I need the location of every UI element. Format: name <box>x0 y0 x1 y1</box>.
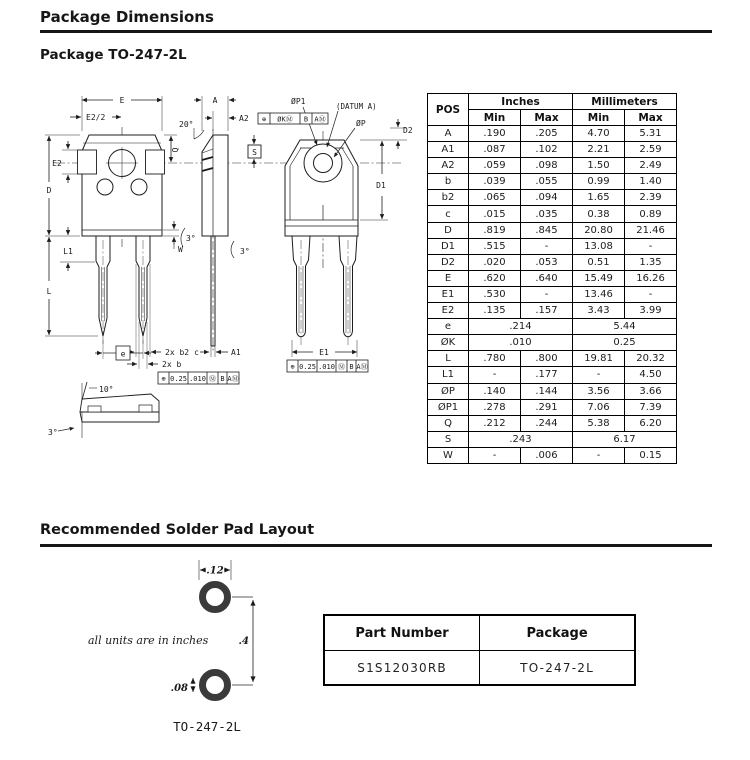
dim-value-cell: 16.26 <box>625 270 677 286</box>
dim-row <box>428 142 677 158</box>
dim-value-cell: .098 <box>521 158 573 174</box>
fcf-k-cell: AⓂ <box>314 115 326 124</box>
dim-value-cell: .845 <box>521 222 573 238</box>
dim-col-mm-min: Min <box>573 110 625 126</box>
title-rule <box>40 30 712 33</box>
dim-row <box>428 319 677 335</box>
dim-pos-cell: D2 <box>428 254 469 270</box>
dim-pos-cell: b <box>428 174 469 190</box>
dim-col-in-min: Min <box>469 110 521 126</box>
dim-value-cell: .006 <box>521 447 573 463</box>
dim-pos-cell: A1 <box>428 142 469 158</box>
dim-value-cell: .135 <box>469 303 521 319</box>
dim-value-cell: 6.20 <box>625 415 677 431</box>
dim-label-D2: D2 <box>403 126 413 135</box>
dim-value-cell: 20.80 <box>573 222 625 238</box>
part-number-cell: S1S12030RB <box>324 651 480 686</box>
dim-col-mm-max: Max <box>625 110 677 126</box>
dim-value-cell: .243 <box>469 431 573 447</box>
dim-label-b2: 2x b2 <box>165 348 190 357</box>
dim-pos-cell: E <box>428 270 469 286</box>
dim-value-cell: .059 <box>469 158 521 174</box>
dim-pos-cell: D1 <box>428 238 469 254</box>
dim-value-cell: .244 <box>521 415 573 431</box>
dim-value-cell: 20.32 <box>625 351 677 367</box>
dim-pos-cell: A <box>428 126 469 142</box>
dim-value-cell: .190 <box>469 126 521 142</box>
dim-value-cell: 5.38 <box>573 415 625 431</box>
dim-row <box>428 447 677 463</box>
dim-value-cell: 6.17 <box>573 431 677 447</box>
dim-value-cell: 5.31 <box>625 126 677 142</box>
datum-s-box <box>248 145 261 158</box>
dim-pos-cell: ØK <box>428 335 469 351</box>
dim-value-cell: 3.43 <box>573 303 625 319</box>
dim-value-cell: 19.81 <box>573 351 625 367</box>
dim-row <box>428 335 677 351</box>
dim-label-L1: L1 <box>63 247 73 256</box>
dimensions-table <box>427 93 677 464</box>
dim-row <box>428 415 677 431</box>
package-cell: TO-247-2L <box>480 651 635 686</box>
dim-value-cell: 4.70 <box>573 126 625 142</box>
dim-value-cell: 0.99 <box>573 174 625 190</box>
dim-label-b: 2x b <box>162 360 182 369</box>
dim-label-E1: E1 <box>319 348 329 357</box>
part-table-header-row <box>324 615 635 651</box>
dim-value-cell: 1.50 <box>573 158 625 174</box>
dim-value-cell: - <box>521 238 573 254</box>
dim-value-cell: 7.06 <box>573 399 625 415</box>
dim-pos-cell: L1 <box>428 367 469 383</box>
dim-value-cell: .212 <box>469 415 521 431</box>
dim-label-deg3-a: 3° <box>186 234 196 243</box>
dim-value-cell: 1.65 <box>573 190 625 206</box>
dim-label-deg3-c: 3° <box>48 428 58 437</box>
dim-label-A2: A2 <box>239 114 249 123</box>
fcf-lead-position-front <box>158 372 239 384</box>
dim-value-cell: .157 <box>521 303 573 319</box>
dim-value-cell: .010 <box>469 335 573 351</box>
dim-label-L: L <box>46 287 52 296</box>
solder-caption: TO-247-2L <box>173 719 241 734</box>
pad-width-dim: .12 <box>206 565 224 577</box>
dim-value-cell: 2.21 <box>573 142 625 158</box>
fcf-cell: AⓂ <box>227 375 239 383</box>
package-header: Package <box>480 615 635 651</box>
dim-value-cell: .035 <box>521 206 573 222</box>
dim-value-cell: .065 <box>469 190 521 206</box>
page-title: Package Dimensions <box>40 8 214 26</box>
dim-value-cell: .020 <box>469 254 521 270</box>
dim-value-cell: 5.44 <box>573 319 677 335</box>
dim-pos-cell: W <box>428 447 469 463</box>
dim-value-cell: 0.89 <box>625 206 677 222</box>
dim-label-datum-a: (DATUM A) <box>336 102 377 111</box>
dim-pos-cell: Q <box>428 415 469 431</box>
dim-row <box>428 126 677 142</box>
fcf-k-cell: ⊕ <box>261 115 267 124</box>
dim-value-cell: - <box>625 286 677 302</box>
dim-value-cell: .053 <box>521 254 573 270</box>
dim-row <box>428 206 677 222</box>
dim-value-cell: .291 <box>521 399 573 415</box>
dim-label-A: A <box>212 96 218 105</box>
dim-row <box>428 367 677 383</box>
dim-col-pos: POS <box>428 94 469 126</box>
dim-value-cell: .102 <box>521 142 573 158</box>
dim-value-cell: .140 <box>469 383 521 399</box>
dim-value-cell: - <box>521 286 573 302</box>
dim-value-cell: .530 <box>469 286 521 302</box>
fcf-cell: B <box>220 375 225 383</box>
dim-label-E2: E2 <box>52 159 62 168</box>
pad-pitch-dim: .4 <box>238 636 249 647</box>
hole-dia-dim: .08 <box>170 683 188 694</box>
dim-row <box>428 270 677 286</box>
solder-pad-top <box>203 585 228 610</box>
dim-row <box>428 351 677 367</box>
dim-label-c: c <box>194 348 199 357</box>
solder-section-title: Recommended Solder Pad Layout <box>40 522 315 538</box>
dim-value-cell: 3.56 <box>573 383 625 399</box>
fcf-cell: ⊕ <box>161 375 166 383</box>
dim-value-cell: 2.49 <box>625 158 677 174</box>
dim-value-cell: .055 <box>521 174 573 190</box>
dim-value-cell: 15.49 <box>573 270 625 286</box>
dim-value-cell: 0.25 <box>573 335 677 351</box>
datum-s-label: S <box>252 148 257 157</box>
dim-value-cell: - <box>469 367 521 383</box>
dim-row <box>428 190 677 206</box>
dim-label-D: D <box>46 186 52 195</box>
dim-label-P1: ØP1 <box>291 97 306 106</box>
fcf-cell: B <box>349 363 354 371</box>
dim-value-cell: 2.59 <box>625 142 677 158</box>
dim-label-W: W <box>178 245 183 254</box>
dim-value-cell: - <box>625 238 677 254</box>
dim-value-cell: .819 <box>469 222 521 238</box>
dim-row <box>428 399 677 415</box>
fcf-cell: .010 <box>189 375 206 383</box>
dim-label-deg20: 20° <box>179 120 194 129</box>
dim-row <box>428 431 677 447</box>
dim-value-cell: - <box>573 447 625 463</box>
dim-pos-cell: E1 <box>428 286 469 302</box>
dim-label-E: E <box>119 96 125 105</box>
dim-row <box>428 222 677 238</box>
fcf-cell: AⓂ <box>356 363 368 371</box>
dim-value-cell: .640 <box>521 270 573 286</box>
dim-value-cell: - <box>469 447 521 463</box>
dim-row <box>428 174 677 190</box>
fcf-cell: 0.25 <box>299 363 316 371</box>
dim-header-row <box>428 94 677 110</box>
side-view <box>202 135 228 346</box>
dim-value-cell: 1.40 <box>625 174 677 190</box>
dim-value-cell: .214 <box>469 319 573 335</box>
dim-value-cell: .144 <box>521 383 573 399</box>
fcf-cell: 0.25 <box>170 375 187 383</box>
fcf-cell: Ⓜ <box>338 363 345 371</box>
fcf-k-cell: ØKⓂ <box>277 115 293 124</box>
dim-label-e: e <box>120 349 126 359</box>
dim-pos-cell: e <box>428 319 469 335</box>
dim-pos-cell: ØP <box>428 383 469 399</box>
rear-view <box>285 140 358 337</box>
dim-label-D1: D1 <box>376 181 386 190</box>
dim-value-cell: 3.99 <box>625 303 677 319</box>
dim-pos-cell: S <box>428 431 469 447</box>
dim-pos-cell: E2 <box>428 303 469 319</box>
solder-pad-bottom <box>203 673 228 698</box>
units-note: all units are in inches <box>88 634 209 647</box>
dim-value-cell: .800 <box>521 351 573 367</box>
dim-value-cell: 3.66 <box>625 383 677 399</box>
fcf-cell: Ⓜ <box>209 375 216 383</box>
dim-pos-cell: D <box>428 222 469 238</box>
dim-value-cell: 0.51 <box>573 254 625 270</box>
dim-value-cell: .515 <box>469 238 521 254</box>
dim-pos-cell: ØP1 <box>428 399 469 415</box>
solder-section-rule <box>40 544 712 547</box>
dim-col-mm: Millimeters <box>573 94 677 110</box>
dim-value-cell: 2.39 <box>625 190 677 206</box>
dim-label-E2-2: E2/2 <box>86 113 106 122</box>
dim-label-A1: A1 <box>231 348 241 357</box>
dim-row <box>428 254 677 270</box>
dim-value-cell: .780 <box>469 351 521 367</box>
package-subtitle: Package TO-247-2L <box>40 47 187 63</box>
fcf-cell: ⊕ <box>290 363 295 371</box>
dim-row <box>428 238 677 254</box>
package-outline-drawing <box>40 85 430 465</box>
dim-pos-cell: L <box>428 351 469 367</box>
dim-value-cell: .205 <box>521 126 573 142</box>
fcf-hole-position <box>258 113 328 124</box>
dim-value-cell: .620 <box>469 270 521 286</box>
dim-value-cell: 13.46 <box>573 286 625 302</box>
dim-pos-cell: b2 <box>428 190 469 206</box>
dim-value-cell: 13.08 <box>573 238 625 254</box>
dim-value-cell: .177 <box>521 367 573 383</box>
dim-value-cell: 1.35 <box>625 254 677 270</box>
dim-col-inches: Inches <box>469 94 573 110</box>
dim-value-cell: .015 <box>469 206 521 222</box>
dim-value-cell: .039 <box>469 174 521 190</box>
dim-value-cell: .278 <box>469 399 521 415</box>
part-number-table <box>323 614 636 686</box>
dim-value-cell: 4.50 <box>625 367 677 383</box>
dim-value-cell: 7.39 <box>625 399 677 415</box>
fcf-lead-position-rear <box>287 360 368 372</box>
solder-pad-drawing <box>40 552 330 744</box>
front-view <box>78 135 165 336</box>
dim-pos-cell: c <box>428 206 469 222</box>
dim-row <box>428 158 677 174</box>
dim-col-in-max: Max <box>521 110 573 126</box>
dim-row <box>428 286 677 302</box>
dim-value-cell: 21.46 <box>625 222 677 238</box>
dim-value-cell: .094 <box>521 190 573 206</box>
dim-label-deg3-b: 3° <box>240 247 250 256</box>
part-number-header: Part Number <box>324 615 480 651</box>
fcf-k-cell: B <box>303 115 309 124</box>
fcf-cell: .010 <box>318 363 335 371</box>
dim-value-cell: 0.38 <box>573 206 625 222</box>
dim-label-Q: Q <box>171 147 180 153</box>
dim-value-cell: .087 <box>469 142 521 158</box>
dim-value-cell: 0.15 <box>625 447 677 463</box>
dim-label-deg10: 10° <box>99 385 114 394</box>
dim-row <box>428 303 677 319</box>
dim-row <box>428 383 677 399</box>
dim-pos-cell: A2 <box>428 158 469 174</box>
dim-value-cell: - <box>573 367 625 383</box>
part-table-row <box>324 651 635 686</box>
dim-label-P: ØP <box>356 119 366 128</box>
